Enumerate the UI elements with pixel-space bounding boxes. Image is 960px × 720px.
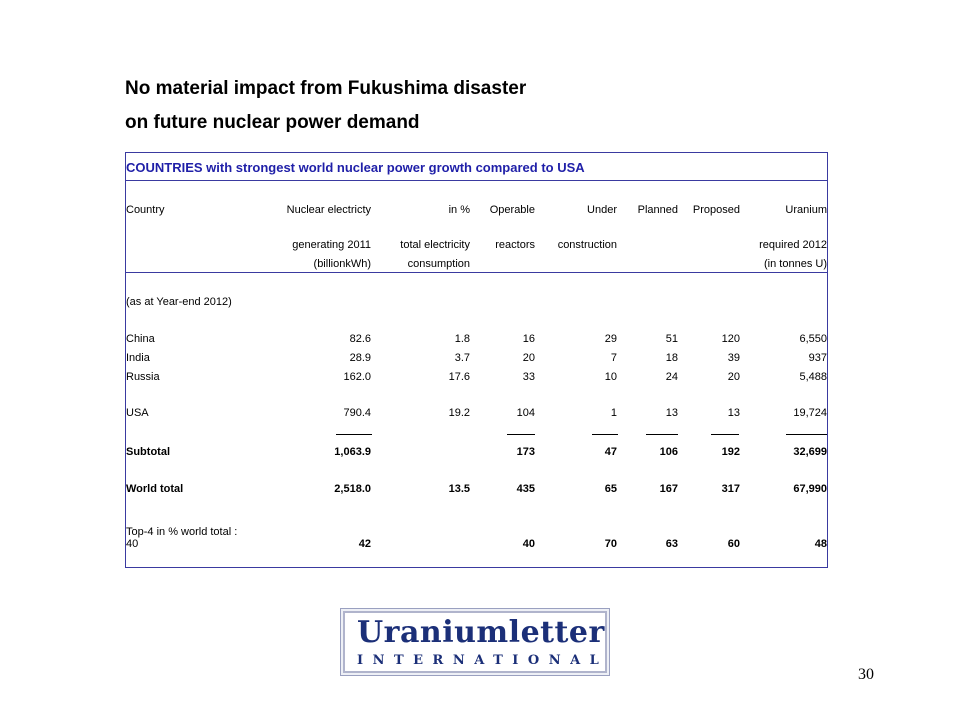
- table-row-usa-col-6: 13: [727, 407, 740, 419]
- table-row-subtotal-col-1: 1,063.9: [334, 446, 371, 458]
- table-row-india-col-3: 20: [522, 352, 535, 364]
- table-row-usa-col-7: 19,724: [793, 407, 827, 419]
- table-row-top4-col-1: 42: [358, 538, 371, 550]
- table-row-usa-col-5: 13: [665, 407, 678, 419]
- table-row-russia-col-1: 162.0: [343, 371, 371, 383]
- table-row-india-col-1: 28.9: [349, 352, 371, 364]
- table-row-india-col-0: India: [126, 352, 150, 364]
- table-row-india-col-4: 7: [610, 352, 617, 364]
- table-row-russia-col-4: 10: [604, 371, 617, 383]
- hdr-in-percent: in %: [448, 204, 470, 216]
- table-row-china-col-6: 120: [721, 333, 740, 345]
- hdr-operable: Operable: [489, 204, 535, 216]
- hdr-proposed: Proposed: [692, 204, 740, 216]
- table-row-top4-col-5: 63: [665, 538, 678, 550]
- table-row-subtotal-col-5: 106: [659, 446, 678, 458]
- subtotal-underline: [336, 434, 372, 435]
- logo-wordmark: Uraniumletter: [357, 615, 605, 650]
- subtotal-underline: [592, 434, 618, 435]
- hdr-nuclear-electricity: Nuclear electricty: [286, 204, 371, 216]
- table-row-world-total-col-7: 67,990: [793, 483, 827, 495]
- top4-label: Top-4 in % world total :: [126, 526, 238, 538]
- table-row-russia-col-6: 20: [727, 371, 740, 383]
- table-row-subtotal-col-7: 32,699: [793, 446, 827, 458]
- table-row-india-col-5: 18: [665, 352, 678, 364]
- table-row-subtotal-col-6: 192: [721, 446, 740, 458]
- title-line-2: on future nuclear power demand: [125, 112, 420, 133]
- table-note: (as at Year-end 2012): [126, 296, 232, 308]
- table-row-world-total-col-3: 435: [516, 483, 535, 495]
- table-row-subtotal-col-4: 47: [604, 446, 617, 458]
- hdr-planned: Planned: [637, 204, 678, 216]
- page-number: 30: [858, 666, 874, 683]
- hdr-country: Country: [126, 204, 165, 216]
- hdr-reactors: reactors: [495, 239, 535, 251]
- header-rule: [126, 272, 827, 273]
- heading-rule: [126, 180, 827, 181]
- table-row-india-col-2: 3.7: [454, 352, 470, 364]
- hdr-consumption: consumption: [407, 258, 470, 270]
- table-row-china-col-0: China: [126, 333, 155, 345]
- logo-subtitle: INTERNATIONAL: [357, 653, 609, 668]
- table-row-subtotal-col-0: Subtotal: [126, 446, 170, 458]
- hdr-total-electricity: total electricity: [400, 239, 470, 251]
- table-row-india-col-7: 937: [808, 352, 827, 364]
- table-row-top4-col-3: 40: [522, 538, 535, 550]
- table-row-china-col-5: 51: [665, 333, 678, 345]
- table-row-russia-col-5: 24: [665, 371, 678, 383]
- table-row-russia-col-2: 17.6: [448, 371, 470, 383]
- table-row-russia-col-3: 33: [522, 371, 535, 383]
- table-row-china-col-2: 1.8: [454, 333, 470, 345]
- table-row-china-col-7: 6,550: [799, 333, 827, 345]
- nuclear-table: [125, 152, 828, 568]
- hdr-under: Under: [587, 204, 617, 216]
- hdr-in-tonnes: (in tonnes U): [764, 258, 827, 270]
- table-row-usa-col-0: USA: [126, 407, 149, 419]
- table-row-world-total-col-2: 13.5: [448, 483, 470, 495]
- table-heading: COUNTRIES with strongest world nuclear power growth compared to USA: [126, 160, 585, 175]
- table-row-subtotal-col-3: 173: [516, 446, 535, 458]
- subtotal-underline: [646, 434, 678, 435]
- hdr-generating-2011: generating 2011: [292, 239, 371, 251]
- table-row-russia-col-7: 5,488: [799, 371, 827, 383]
- hdr-uranium: Uranium: [785, 204, 827, 216]
- table-row-china-col-4: 29: [604, 333, 617, 345]
- table-row-india-col-6: 39: [727, 352, 740, 364]
- uraniumletter-logo: [340, 608, 610, 676]
- table-row-world-total-col-6: 317: [721, 483, 740, 495]
- hdr-required-2012: required 2012: [759, 239, 827, 251]
- table-row-usa-col-2: 19.2: [448, 407, 470, 419]
- table-row-usa-col-3: 104: [516, 407, 535, 419]
- table-row-china-col-1: 82.6: [349, 333, 371, 345]
- table-row-world-total-col-0: World total: [126, 483, 184, 495]
- subtotal-underline: [786, 434, 827, 435]
- table-row-china-col-3: 16: [522, 333, 535, 345]
- table-row-usa-col-4: 1: [610, 407, 617, 419]
- subtotal-underline: [711, 434, 739, 435]
- subtotal-underline: [507, 434, 535, 435]
- table-row-top4-col-0: 40: [126, 538, 139, 550]
- table-row-world-total-col-1: 2,518.0: [334, 483, 371, 495]
- table-row-top4-col-7: 48: [814, 538, 827, 550]
- title-line-1: No material impact from Fukushima disaster: [125, 78, 527, 99]
- table-row-world-total-col-5: 167: [659, 483, 678, 495]
- hdr-billion-kwh: (billionkWh): [313, 258, 371, 270]
- table-row-world-total-col-4: 65: [604, 483, 617, 495]
- hdr-construction: construction: [557, 239, 617, 251]
- table-row-top4-col-6: 60: [727, 538, 740, 550]
- table-row-russia-col-0: Russia: [126, 371, 160, 383]
- table-row-usa-col-1: 790.4: [343, 407, 371, 419]
- table-row-top4-col-4: 70: [604, 538, 617, 550]
